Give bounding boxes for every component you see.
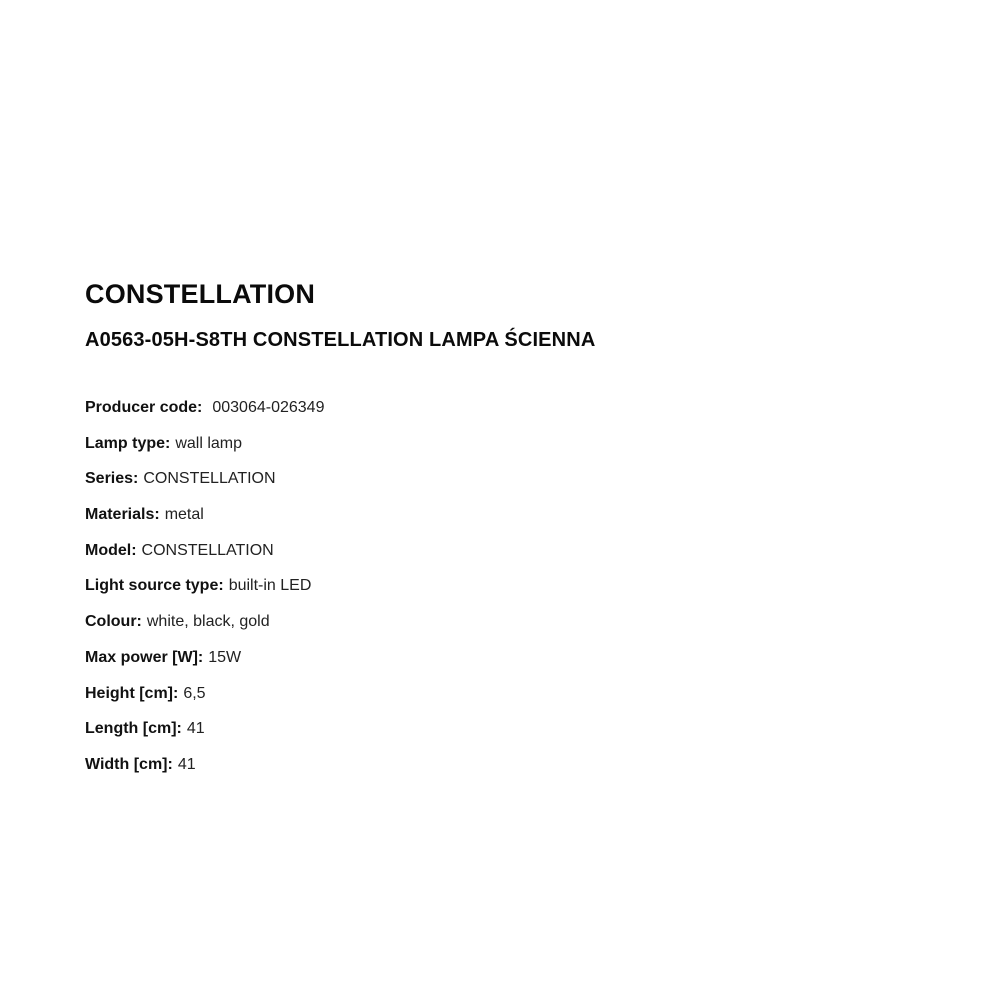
spec-row-length <box>85 718 945 754</box>
spec-value: white, black, gold <box>146 613 270 631</box>
spec-label: Height [cm]: <box>85 684 179 702</box>
spec-label: Length [cm]: <box>85 720 182 738</box>
spec-label: Light source type: <box>85 577 224 595</box>
spec-value: 41 <box>177 755 196 773</box>
spec-value: CONSTELLATION <box>143 470 276 488</box>
product-details <box>85 277 945 790</box>
spec-row-height <box>85 683 945 719</box>
spec-row-producer-code <box>85 397 945 433</box>
spec-row-model <box>85 540 945 576</box>
spec-row-width <box>85 754 945 790</box>
spec-value: metal <box>164 506 204 524</box>
spec-label: Colour: <box>85 613 142 631</box>
spec-row-materials <box>85 504 945 540</box>
spec-label: Model: <box>85 541 137 559</box>
spec-label: Width [cm]: <box>85 755 173 773</box>
spec-value: built-in LED <box>228 577 312 595</box>
spec-row-colour <box>85 611 945 647</box>
spec-label: Producer code: <box>85 399 203 416</box>
spec-value: wall lamp <box>175 434 243 452</box>
spec-label: Max power [W]: <box>85 648 204 666</box>
spec-list <box>85 397 945 790</box>
product-title: CONSTELLATION <box>85 279 316 309</box>
spec-row-series <box>85 468 945 504</box>
spec-row-lamp-type <box>85 433 945 469</box>
spec-row-max-power <box>85 647 945 683</box>
spec-row-light-source-type <box>85 575 945 611</box>
spec-value: 003064-026349 <box>212 399 325 416</box>
spec-value: 15W <box>208 648 242 666</box>
spec-value: 6,5 <box>183 684 206 702</box>
spec-label: Lamp type: <box>85 434 171 452</box>
spec-label: Series: <box>85 470 139 488</box>
spec-value: 41 <box>186 720 205 738</box>
spec-value: CONSTELLATION <box>141 541 274 559</box>
spec-label: Materials: <box>85 506 160 524</box>
product-subtitle: A0563-05H-S8TH CONSTELLATION LAMPA ŚCIENNA <box>85 329 596 351</box>
